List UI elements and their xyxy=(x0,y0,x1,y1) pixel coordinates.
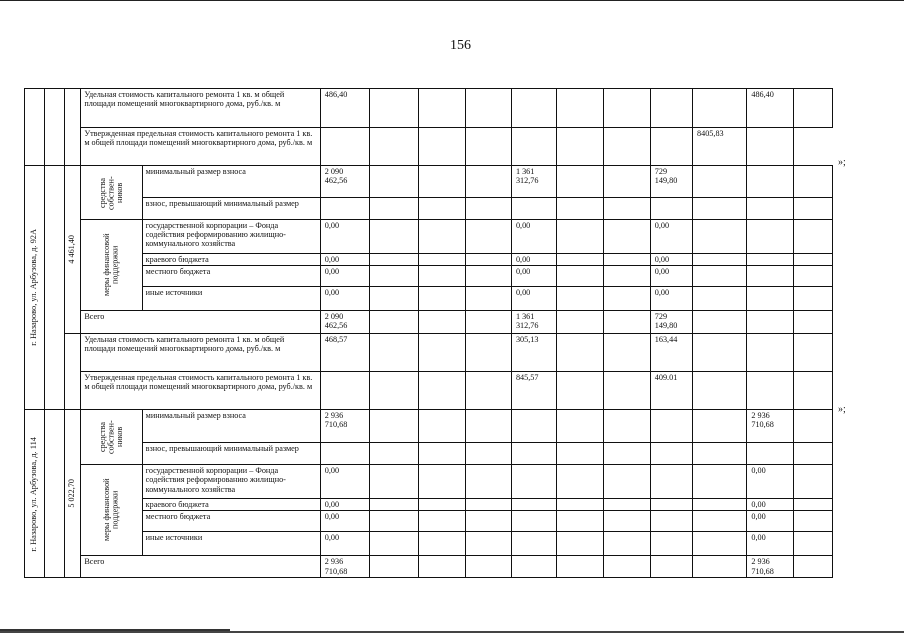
table-row xyxy=(25,556,833,578)
value-cell: 486,40 xyxy=(747,89,793,128)
table-row xyxy=(25,220,833,254)
table-row xyxy=(25,532,833,556)
table-row xyxy=(25,198,833,220)
bottom-rule xyxy=(0,631,904,633)
table-row xyxy=(25,266,833,287)
row-label: иные источники xyxy=(142,287,320,311)
table-row xyxy=(25,254,833,266)
value-cell: 0,00 xyxy=(511,220,556,254)
total-cell: 2 090 462,56 xyxy=(320,166,369,198)
total-cell: 0,00 xyxy=(320,511,369,532)
value-cell: 0,00 xyxy=(747,511,793,532)
owners-funds-cell: средства собствен-ников xyxy=(81,166,142,220)
row-label: взнос, превышающий минимальный размер xyxy=(142,198,320,220)
total-cell: 0,00 xyxy=(320,254,369,266)
repair-cost-table xyxy=(24,88,833,578)
table-row xyxy=(25,311,833,334)
value-cell: 0,00 xyxy=(747,499,793,511)
address-cell: г. Назарово, ул. Арбузова, д. 114 xyxy=(25,410,45,578)
total-cell: 0,00 xyxy=(320,465,369,499)
top-rule xyxy=(0,0,904,1)
table-row xyxy=(25,334,833,372)
row-label: государственной корпорации – Фонда содействия реформированию жилищно-коммунального хозяйства xyxy=(142,465,320,499)
value-cell: 0,00 xyxy=(747,532,793,556)
support-measures-cell: меры финансовой поддержки xyxy=(81,465,142,556)
total-cell: 2 936 710,68 xyxy=(320,556,369,578)
page-number: 156 xyxy=(450,38,471,53)
row-label: минимальный размер взноса xyxy=(142,166,320,198)
table-row xyxy=(25,287,833,311)
table-row xyxy=(25,128,833,166)
row-label: краевого бюджета xyxy=(142,254,320,266)
table-row xyxy=(25,443,833,465)
table-row xyxy=(25,166,833,198)
total-cell: 0,00 xyxy=(320,532,369,556)
table-row xyxy=(25,499,833,511)
row-end-mark: »; xyxy=(838,404,846,415)
row-label: государственной корпорации – Фонда содействия реформированию жилищно-коммунального хозяйства xyxy=(142,220,320,254)
area-cell: 5 022,70 xyxy=(65,410,81,578)
value-cell: 163,44 xyxy=(650,334,692,372)
row-label: Удельная стоимость капитального ремонта 1 кв. м общей площади помещений многоквартирного дома, руб./кв. м xyxy=(81,89,320,128)
table-row xyxy=(25,465,833,499)
value-cell: 1 361 312,76 xyxy=(511,166,556,198)
total-cell: 468,57 xyxy=(320,334,369,372)
value-cell: 305,13 xyxy=(511,334,556,372)
value-cell: 845,57 xyxy=(511,372,556,410)
value-cell: 0,00 xyxy=(511,254,556,266)
row-label: иные источники xyxy=(142,532,320,556)
table-row xyxy=(25,372,833,410)
value-cell: 0,00 xyxy=(650,220,692,254)
total-cell: 0,00 xyxy=(320,287,369,311)
row-label: местного бюджета xyxy=(142,511,320,532)
table-row xyxy=(25,410,833,443)
value-cell: 0,00 xyxy=(747,465,793,499)
total-cell: 486,40 xyxy=(320,89,369,128)
value-cell: 0,00 xyxy=(511,287,556,311)
value-cell: 2 936 710,68 xyxy=(747,410,793,443)
row-label: Удельная стоимость капитального ремонта 1 кв. м общей площади помещений многоквартирного дома, руб./кв. м xyxy=(81,334,320,372)
table-row xyxy=(25,511,833,532)
value-cell: 0,00 xyxy=(650,254,692,266)
value-cell: 0,00 xyxy=(650,287,692,311)
area-cell: 4 461,40 xyxy=(65,166,81,334)
row-label: Утвержденная предельная стоимость капитального ремонта 1 кв. м общей площади помещений многоквартирного дома, руб./кв. м xyxy=(81,128,320,166)
row-label: местного бюджета xyxy=(142,266,320,287)
total-cell: 0,00 xyxy=(320,499,369,511)
value-cell: 729 149,80 xyxy=(650,311,692,334)
value-cell: 729 149,80 xyxy=(650,166,692,198)
total-cell: 2 090 462,56 xyxy=(320,311,369,334)
value-cell: 409.01 xyxy=(650,372,692,410)
table-row xyxy=(25,89,833,128)
row-end-mark: »; xyxy=(838,157,846,168)
support-measures-cell: меры финансовой поддержки xyxy=(81,220,142,311)
value-cell: 0,00 xyxy=(650,266,692,287)
row-label: Всего xyxy=(81,556,320,578)
total-cell: 0,00 xyxy=(320,220,369,254)
value-cell: 0,00 xyxy=(511,266,556,287)
value-cell: 2 936 710,68 xyxy=(747,556,793,578)
owners-funds-cell: средства собствен-ников xyxy=(81,410,142,465)
total-cell: 2 936 710,68 xyxy=(320,410,369,443)
row-label: Утвержденная предельная стоимость капитального ремонта 1 кв. м общей площади помещений многоквартирного дома, руб./кв. м xyxy=(81,372,320,410)
value-cell: 1 361 312,76 xyxy=(511,311,556,334)
row-label: краевого бюджета xyxy=(142,499,320,511)
address-cell: г. Назарово, ул. Арбузова, д. 92А xyxy=(25,166,45,410)
row-label: Всего xyxy=(81,311,320,334)
row-label: взнос, превышающий минимальный размер xyxy=(142,443,320,465)
row-label: минимальный размер взноса xyxy=(142,410,320,443)
total-cell: 0,00 xyxy=(320,266,369,287)
value-cell: 8405,83 xyxy=(693,128,747,166)
